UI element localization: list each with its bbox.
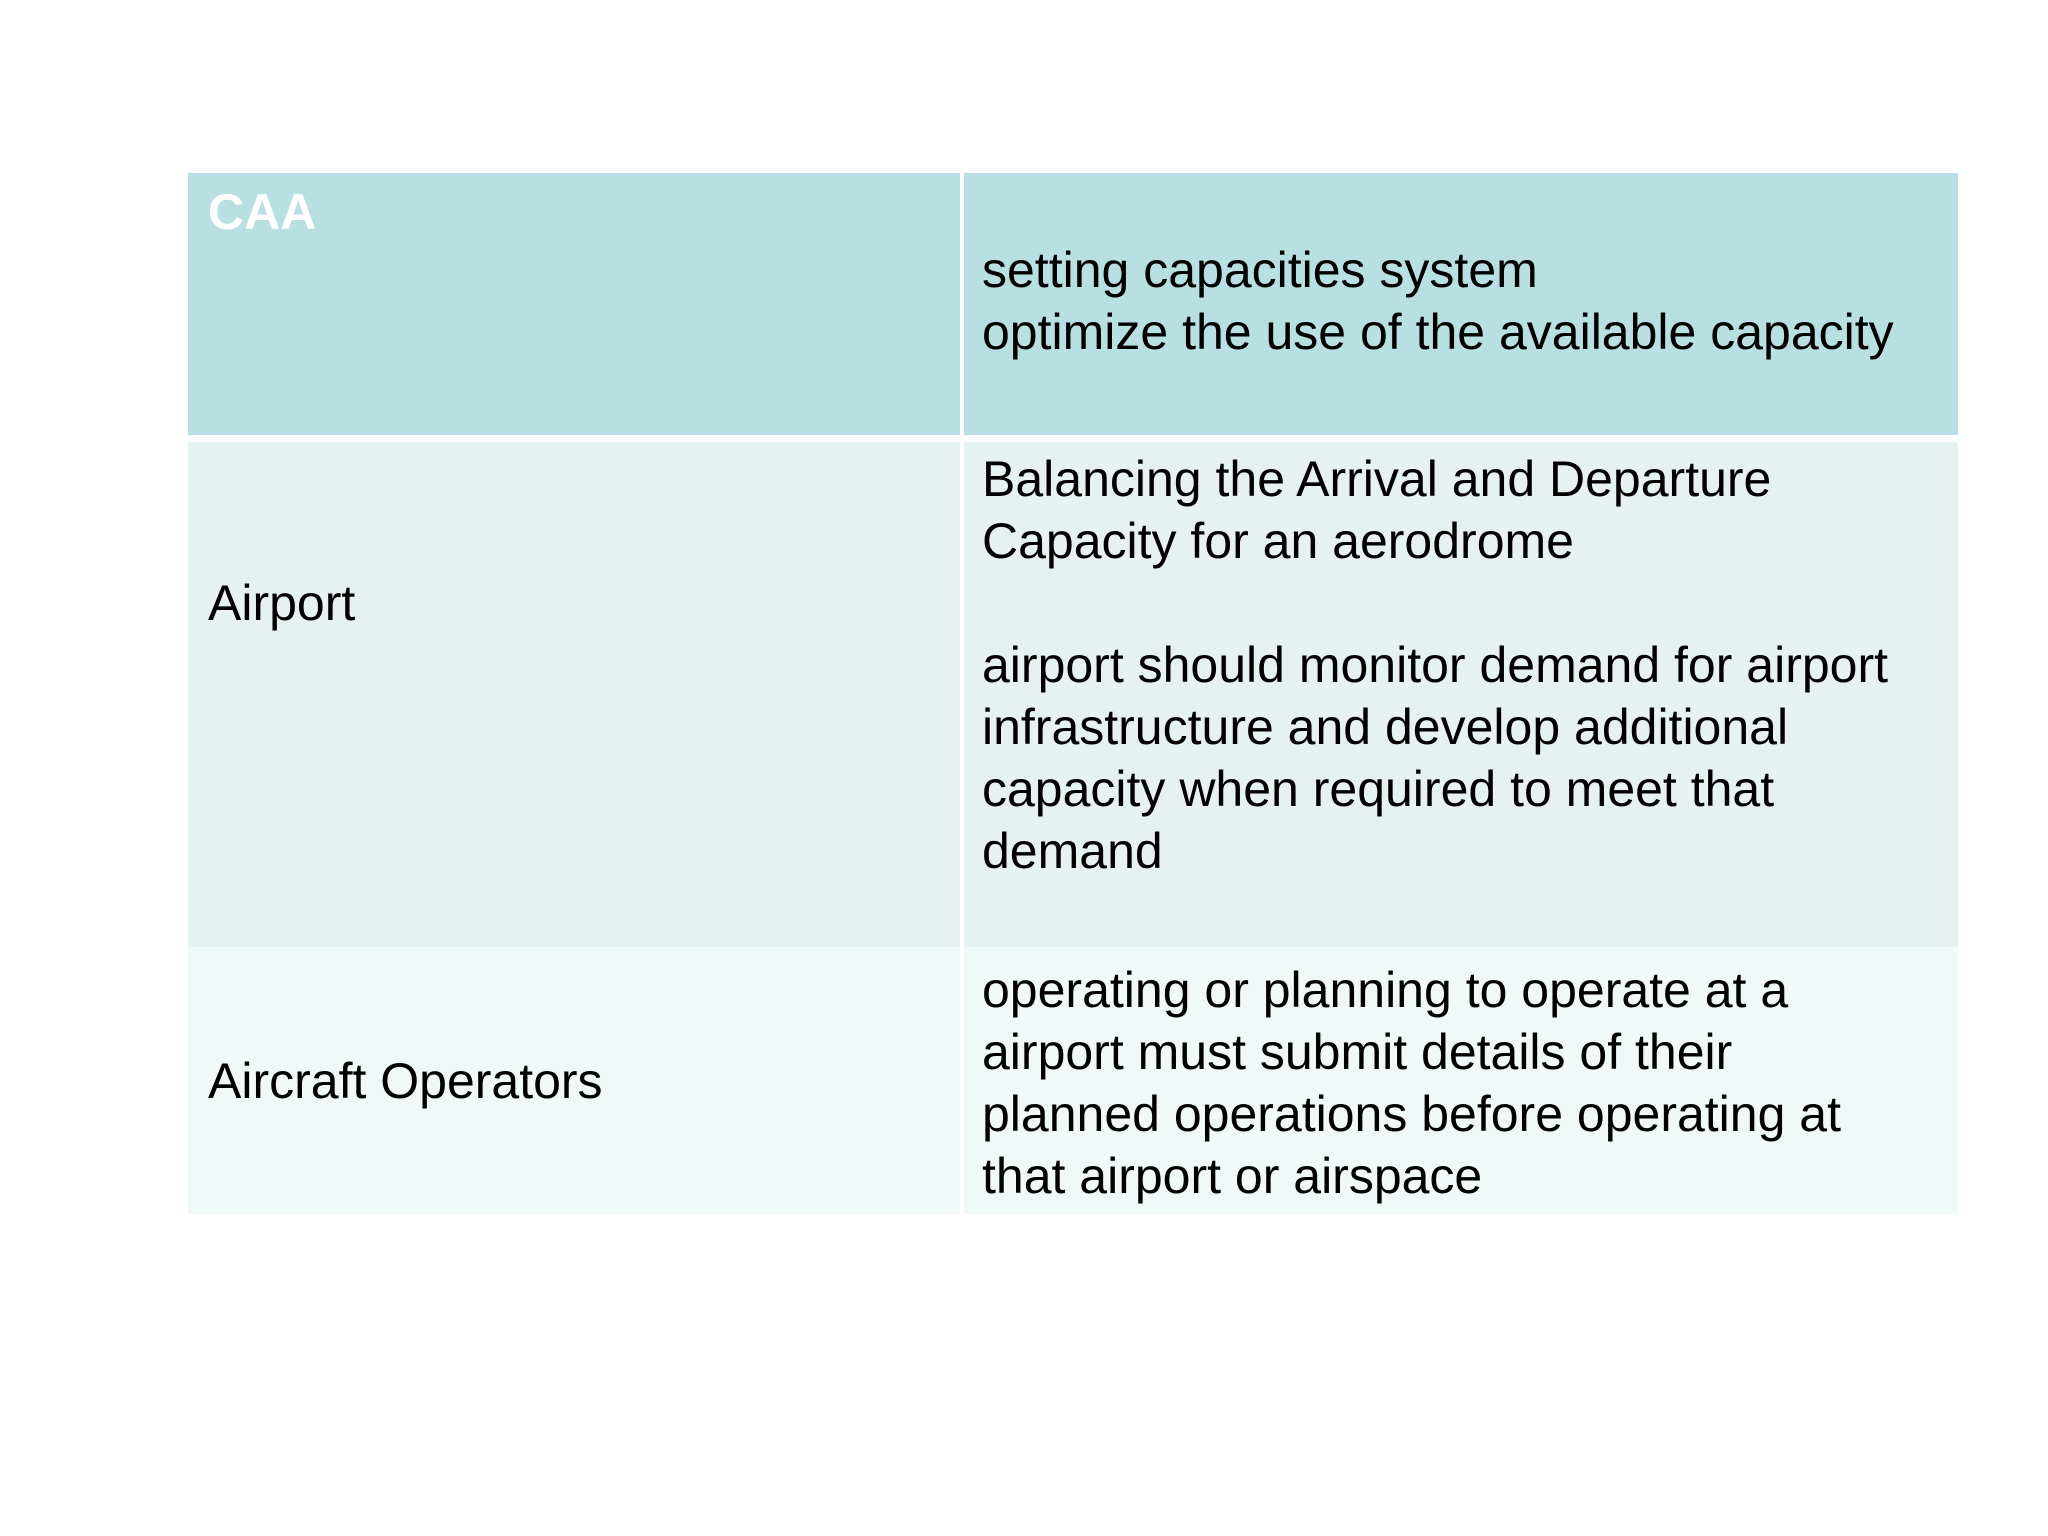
operators-description — [982, 947, 1948, 1207]
airport-paragraph-2 — [982, 572, 1948, 882]
header-cell-right — [964, 173, 1958, 435]
text-line: capacity when required to meet that — [982, 761, 1775, 817]
header-line: setting capacities system — [982, 242, 1538, 298]
text-line: Balancing the Arrival and Departure — [982, 451, 1772, 507]
row-label-cell — [188, 947, 964, 1214]
row-description-cell — [964, 435, 1958, 947]
table-header-row — [188, 173, 1958, 435]
text-line: infrastructure and develop additional — [982, 699, 1789, 755]
table-row — [188, 947, 1958, 1214]
text-line: airport should monitor demand for airport — [982, 637, 1889, 693]
header-cell-left — [188, 173, 964, 435]
header-line: optimize the use of the available capacity — [982, 304, 1894, 360]
responsibility-table — [188, 173, 1958, 1214]
table-row — [188, 435, 1958, 947]
text-line: Capacity for an aerodrome — [982, 513, 1574, 569]
row-label-cell — [188, 435, 964, 947]
airport-paragraph-1 — [982, 442, 1948, 572]
header-description — [982, 173, 1948, 363]
text-line: airport must submit details of their — [982, 1024, 1733, 1080]
row-description-cell — [964, 947, 1958, 1214]
row-label-airport: Airport — [208, 575, 356, 631]
text-line: planned operations before operating at — [982, 1086, 1841, 1142]
text-line: operating or planning to operate at a — [982, 962, 1789, 1018]
text-line: demand — [982, 823, 1163, 879]
text-line: that airport or airspace — [982, 1148, 1483, 1204]
header-title: CAA — [208, 184, 317, 240]
row-label-aircraft-operators: Aircraft Operators — [208, 1052, 603, 1109]
